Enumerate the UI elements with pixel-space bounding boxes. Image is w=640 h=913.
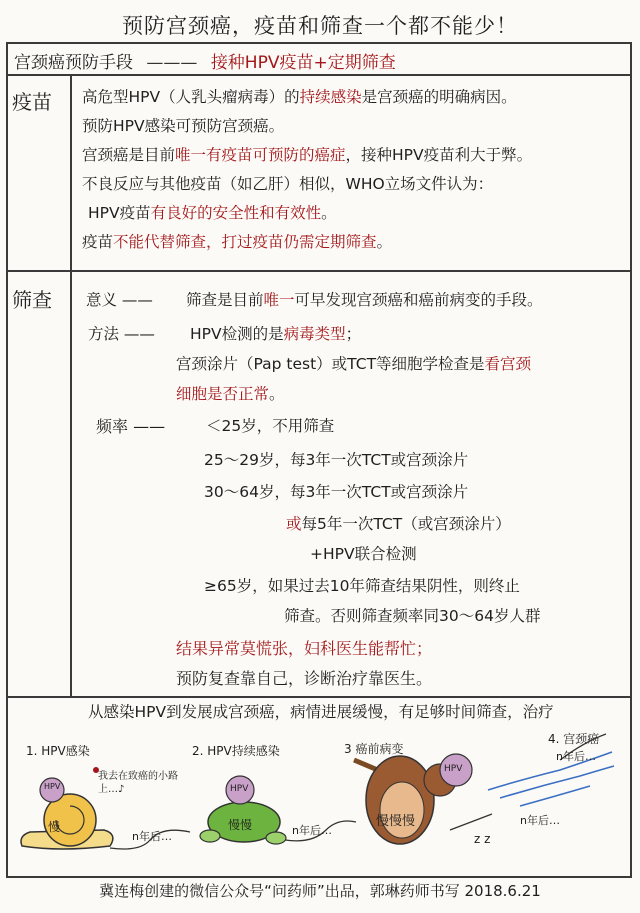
years-later-1: n年后… [132,830,172,843]
sleep-zzz: z z [474,832,491,846]
vaccine-line-2: 预防HPV感染可预防宫颈癌。 [82,117,285,135]
turtle-shell-text: 慢慢 [228,818,253,832]
page-title: 预防宫颈癌，疫苗和筛查一个都不能少！ [122,14,518,38]
method-line-1-c: ； [345,325,362,343]
method-line-3-c: 。 [269,385,285,403]
snail-virus-text: HPV [44,782,61,791]
prevention-label: 宫颈癌预防手段 [14,53,133,73]
meaning-label: 意义 —— [86,291,153,309]
frequency-line-2: 25～29岁，每3年一次TCT或宫颈涂片 [204,451,469,469]
vaccine-line-3-c: ，接种HPV疫苗利大于弊。 [345,146,533,164]
years-later-2: n年后… [292,824,332,837]
frequency-line-4-text: 每5年一次TCT（或宫颈涂片） [301,515,511,533]
vaccine-line-3-a: 宫颈癌是目前 [82,146,176,164]
progression-arrows [110,734,606,849]
stage-3-label: 3 癌前病变 [344,742,404,756]
frequency-line-7: 筛查。否则筛查频率同30～64岁人群 [284,607,541,625]
footer-credit: 冀连梅创建的微信公众号“问药师”出品，郭琳药师书写 2018.6.21 [99,882,541,900]
note-line-2: 预防复查靠自己，诊断治疗靠医生。 [176,669,433,688]
meaning-text-c: 可早发现宫颈癌和癌前病变的手段。 [294,291,543,309]
frequency-line-1: ＜25岁，不用筛查 [206,417,335,435]
method-label: 方法 —— [88,325,155,343]
vaccine-line-1-a: 高危型HPV（人乳头瘤病毒）的 [82,88,300,106]
stage-1-label: 1. HPV感染 [26,744,90,758]
turtle-virus-text: HPV [230,784,249,794]
vaccine-line-4: 不良反应与其他疫苗（如乙肝）相似，WHO立场文件认为： [82,175,494,193]
snail-speech: 我去在致癌的小路上…♪ [98,771,178,795]
years-later-3: n年后… [520,814,560,827]
snail-drawing [21,767,113,849]
frequency-line-4-or: 或 [286,515,302,533]
frequency-line-5: +HPV联合检测 [310,545,417,563]
frequency-line-3: 30～64岁，每3年一次TCT或宫颈涂片 [204,483,469,501]
years-later-4: n年后… [556,750,596,763]
vaccine-line-6-highlight: 不能代替筛查，打过疫苗仍需定期筛查 [113,233,377,251]
vaccine-line-1-c: 是宫颈癌的明确病因。 [361,88,517,106]
meaning-text-a: 筛查是目前 [186,291,264,309]
vaccine-label: 疫苗 [12,90,52,114]
method-line-1-a: HPV检测的是 [190,325,284,343]
method-line-2-highlight: 看宫颈 [484,355,532,373]
vaccine-line-5-a: HPV疫苗 [88,204,151,222]
screening-label: 筛查 [12,288,52,312]
vaccine-line-5-c: 。 [321,204,337,222]
method-line-1-highlight: 病毒类型 [283,325,346,343]
progression-text: 从感染HPV到发展成宫颈癌，病情进展缓慢，有足够时间筛查，治疗 [88,703,554,721]
sloth-virus-text: HPV [444,764,463,774]
frequency-line-6: ≥65岁，如果过去10年筛查结果阴性，则终止 [204,577,520,595]
method-line-2-a: 宫颈涂片（Pap test）或TCT等细胞学检查是 [176,355,485,373]
meaning-text-highlight: 唯一 [263,291,295,309]
snail-shell-text: 慢 [48,820,61,834]
stage-2-label: 2. HPV持续感染 [192,744,280,758]
snail-speech-icon [93,767,99,773]
vaccine-line-1-highlight: 持续感染 [299,88,362,106]
stage-4-label: 4. 宫颈癌 [548,732,600,746]
sloth-belly-text: 慢慢慢 [376,814,416,829]
vaccine-line-3-highlight: 唯一有疫苗可预防的癌症 [175,146,346,164]
vaccine-line-5-highlight: 有良好的安全性和有效性 [150,204,322,222]
vaccine-line-6-c: 。 [376,233,393,251]
frequency-label: 频率 —— [96,417,166,436]
note-line-1: 结果异常莫慌张，妇科医生能帮忙； [176,639,433,658]
method-line-3-highlight: 细胞是否正常 [176,385,270,403]
prevention-dash: ——— [146,53,198,73]
vaccine-line-6-a: 疫苗 [82,233,114,251]
prevention-value: 接种HPV疫苗+定期筛查 [210,53,396,73]
